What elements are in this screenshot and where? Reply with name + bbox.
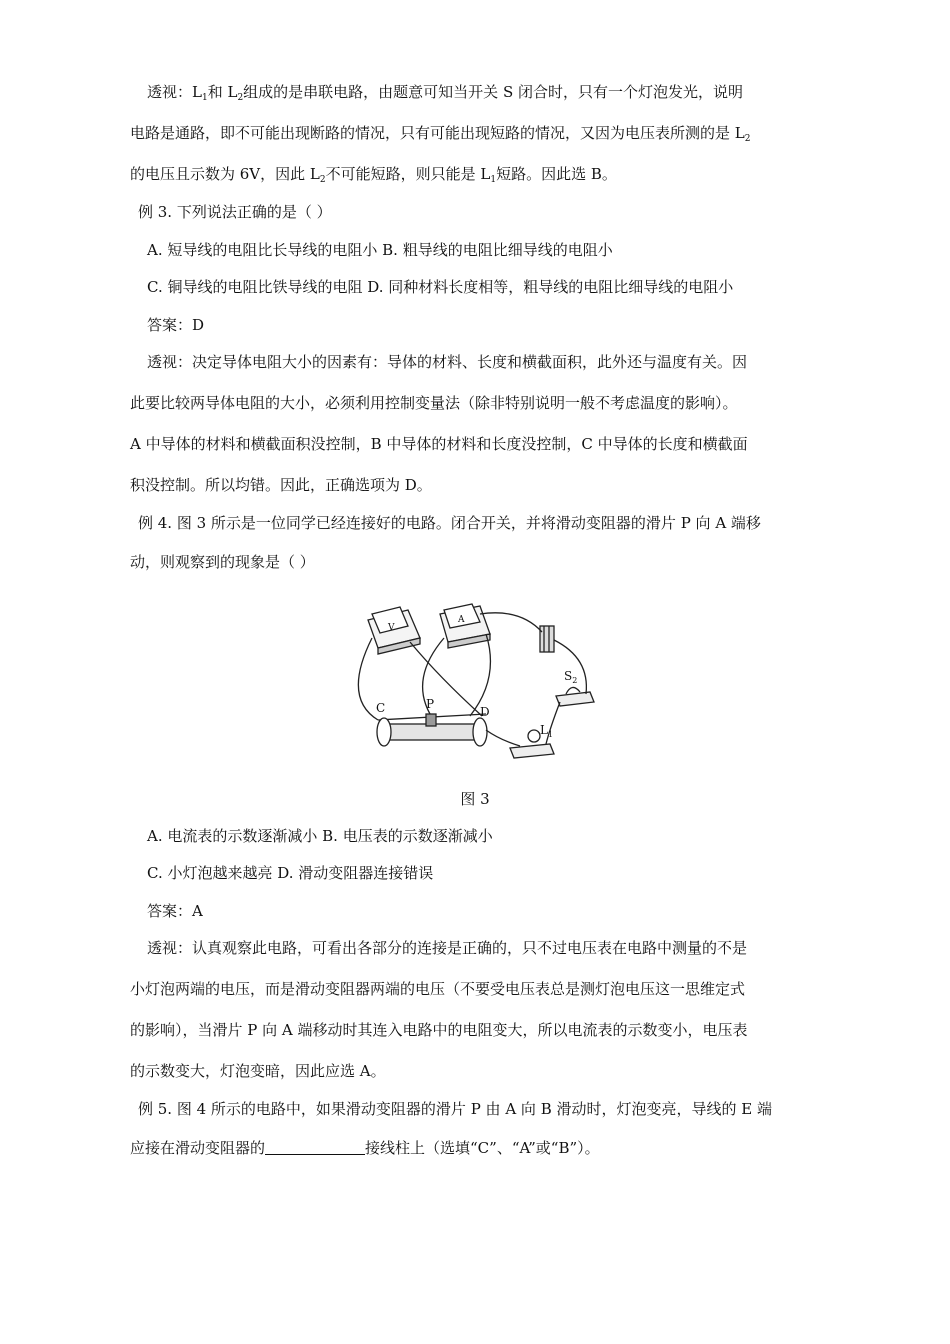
text-run: 透视：L <box>147 83 202 101</box>
example-4-options-ab: A. 电流表的示数逐渐减小 B. 电压表的示数逐渐减小 <box>147 827 493 845</box>
example-5-question-line: 例 5. 图 4 所示的电路中，如果滑动变阻器的滑片 P 由 A 向 B 滑动时，灯泡变亮，导线的 E 端 <box>138 1100 772 1118</box>
ammeter-label: A <box>458 615 465 625</box>
text-run: 和 L <box>207 83 238 101</box>
terminal-c-label: C <box>376 701 386 715</box>
example-3-explanation-line: 此要比较两导体电阻的大小，必须利用控制变量法（除非特别说明一般不考虑温度的影响）。 <box>130 394 738 412</box>
subscript: 1 <box>490 175 497 185</box>
text-run: 短路。因此选 B。 <box>496 165 617 183</box>
example-4-explanation-line: 的示数变大，灯泡变暗，因此应选 A。 <box>130 1062 386 1080</box>
text-run: 电路是通路，即不可能出现断路的情况，只有可能出现短路的情况，又因为电压表所测的是 L <box>130 124 745 142</box>
example-4-options-cd: C. 小灯泡越来越亮 D. 滑动变阻器连接错误 <box>147 864 434 882</box>
subscript: 1 <box>201 93 208 103</box>
circuit-figure <box>350 598 602 764</box>
terminal-d-label: D <box>480 705 490 719</box>
example-4-explanation-line: 透视：认真观察此电路，可看出各部分的连接是正确的，只不过电压表在电路中测量的不是 <box>147 939 748 957</box>
example-3-question: 例 3. 下列说法正确的是（ ） <box>138 203 332 221</box>
example-4-answer: 答案：A <box>147 902 203 920</box>
text-run: 的电压且示数为 6V，因此 L <box>130 165 320 183</box>
text-run: 组成的是串联电路，由题意可知当开关 S 闭合时，只有一个灯泡发光，说明 <box>243 83 743 101</box>
text-run: 应接在滑动变阻器的 <box>130 1139 266 1157</box>
figure-caption: 图 3 <box>460 790 490 808</box>
example-4-question-line: 例 4. 图 3 所示是一位同学已经连接好的电路。闭合开关，并将滑动变阻器的滑片 P 向 A 端移 <box>138 514 761 532</box>
answer-blank[interactable] <box>265 1140 365 1155</box>
text-run: 接线柱上（选填“C”、“A”或“B”）。 <box>365 1139 600 1157</box>
example-4-explanation-line: 的影响），当滑片 P 向 A 端移动时其连入电路中的电阻变大，所以电流表的示数变小，电压表 <box>130 1021 748 1039</box>
bulb-label: $L_1$ <box>540 723 554 739</box>
example-3-explanation-line: 透视：决定导体电阻大小的因素有：导体的材料、长度和横截面积，此外还与温度有关。因 <box>147 353 748 371</box>
explanation-line <box>130 123 750 143</box>
subscript: 2 <box>319 175 326 185</box>
example-3-explanation-line: 积没控制。所以均错。因此，正确选项为 D。 <box>130 476 432 494</box>
switch-label: $S_2$ <box>564 669 578 685</box>
example-4-question-line: 动，则观察到的现象是（ ） <box>130 553 315 571</box>
example-3-answer: 答案：D <box>147 316 205 334</box>
slider-p-label: P <box>426 697 435 711</box>
subscript: 2 <box>237 93 244 103</box>
voltmeter-label: V <box>388 623 395 633</box>
example-5-question-line <box>130 1138 600 1158</box>
example-3-options-cd: C. 铜导线的电阻比铁导线的电阻 D. 同种材料长度相等，粗导线的电阻比细导线的电阻小 <box>147 278 734 296</box>
subscript: 2 <box>744 134 751 144</box>
example-3-explanation-line: A 中导体的材料和横截面积没控制，B 中导体的材料和长度没控制，C 中导体的长度和横截面 <box>130 435 748 453</box>
example-3-options-ab: A. 短导线的电阻比长导线的电阻小 B. 粗导线的电阻比细导线的电阻小 <box>147 241 613 259</box>
text-run: 不可能短路，则只能是 L <box>325 165 491 183</box>
example-4-explanation-line: 小灯泡两端的电压，而是滑动变阻器两端的电压（不要受电压表总是测灯泡电压这一思维定式 <box>130 980 746 998</box>
explanation-line <box>130 164 617 184</box>
explanation-line <box>147 82 743 102</box>
